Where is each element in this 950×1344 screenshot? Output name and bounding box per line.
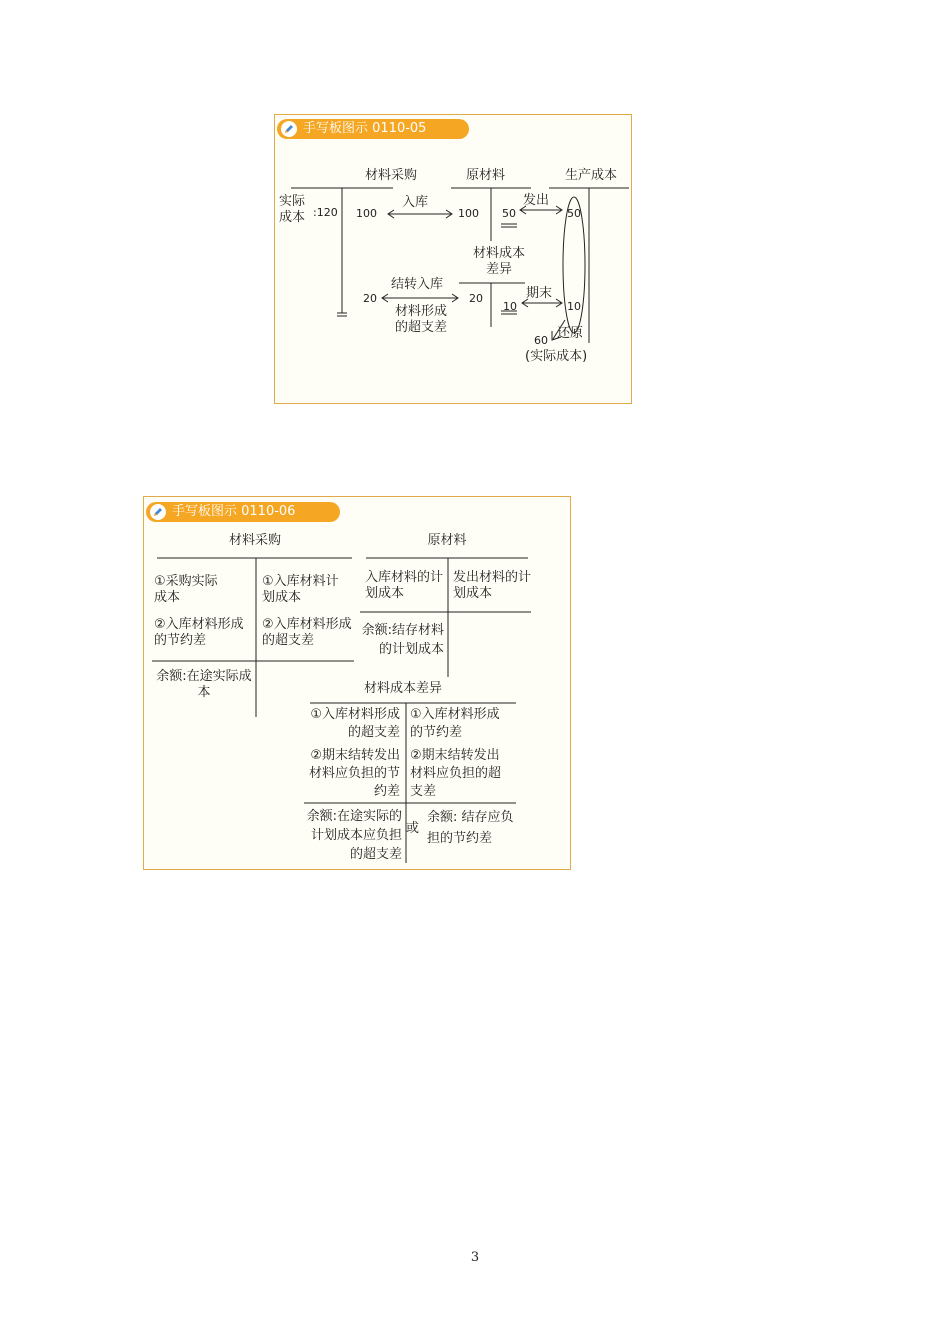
value-50-raw: 50 bbox=[502, 207, 516, 220]
value-10-variance: 10 bbox=[503, 300, 517, 313]
figure-tag-label: 手写板图示 0110-05 bbox=[303, 121, 427, 136]
diagram-panel-0110-06 bbox=[143, 496, 571, 870]
period-end-label: 期末 bbox=[526, 286, 553, 301]
variance-balance-credit: 余额: 结存应负担的节约差 bbox=[427, 810, 514, 846]
actual-cost-label: 实际成本 bbox=[279, 194, 306, 225]
purchase-credit-1: ①入库材料计划成本 bbox=[262, 574, 339, 605]
account-title-purchase: 材料采购 bbox=[228, 533, 281, 548]
account-title-raw: 原材料 bbox=[466, 168, 506, 183]
value-100-left: 100 bbox=[356, 207, 377, 220]
variance-credit-1: ①入库材料形成的节约差 bbox=[410, 707, 500, 740]
overspend-label: 材料形成的超支差 bbox=[394, 304, 447, 335]
value-20-right: 20 bbox=[469, 292, 483, 305]
purchase-credit-2: ②入库材料形成的超支差 bbox=[262, 617, 352, 648]
account-title-variance: 材料成本差异 bbox=[363, 681, 442, 696]
restore-label: 还原 bbox=[557, 326, 584, 341]
page-number: 3 bbox=[470, 1250, 480, 1265]
out-label: 发出 bbox=[523, 193, 550, 208]
variance-debit-1: ①入库材料形成的超支差 bbox=[310, 707, 400, 740]
in-label: 入库 bbox=[402, 195, 429, 210]
account-title-purchase: 材料采购 bbox=[365, 168, 418, 183]
variance-balance-debit: 余额:在途实际的计划成本应负担的超支差 bbox=[306, 809, 402, 862]
account-title-raw: 原材料 bbox=[427, 533, 467, 548]
variance-title: 材料成本差异 bbox=[473, 246, 526, 277]
value-20-left: 20 bbox=[363, 292, 377, 305]
value-120: :120 bbox=[313, 206, 338, 219]
actual-cost-paren: (实际成本) bbox=[525, 349, 588, 364]
raw-balance: 余额:结存材料的计划成本 bbox=[361, 623, 444, 657]
raw-credit: 发出材料的计划成本 bbox=[453, 570, 532, 601]
or-label: 或 bbox=[406, 821, 420, 836]
diagram-panel-0110-05 bbox=[274, 114, 632, 404]
purchase-debit-2: ②入库材料形成的节约差 bbox=[154, 617, 244, 648]
raw-debit: 入库材料的计划成本 bbox=[365, 570, 444, 601]
purchase-balance: 余额:在途实际成本 bbox=[156, 669, 252, 700]
value-60: 60 bbox=[534, 334, 548, 347]
value-10-production: 10 bbox=[567, 300, 581, 313]
value-50-production: 50 bbox=[567, 207, 581, 220]
variance-debit-2: ②期末结转发出材料应负担的节约差 bbox=[308, 748, 400, 799]
variance-credit-2: ②期末结转发出材料应负担的超支差 bbox=[410, 748, 502, 799]
transfer-label: 结转入库 bbox=[391, 277, 444, 292]
purchase-debit-1: ①采购实际成本 bbox=[154, 574, 218, 605]
account-title-production: 生产成本 bbox=[565, 168, 618, 183]
figure-tag-label: 手写板图示 0110-06 bbox=[172, 504, 296, 519]
value-100-right: 100 bbox=[458, 207, 479, 220]
